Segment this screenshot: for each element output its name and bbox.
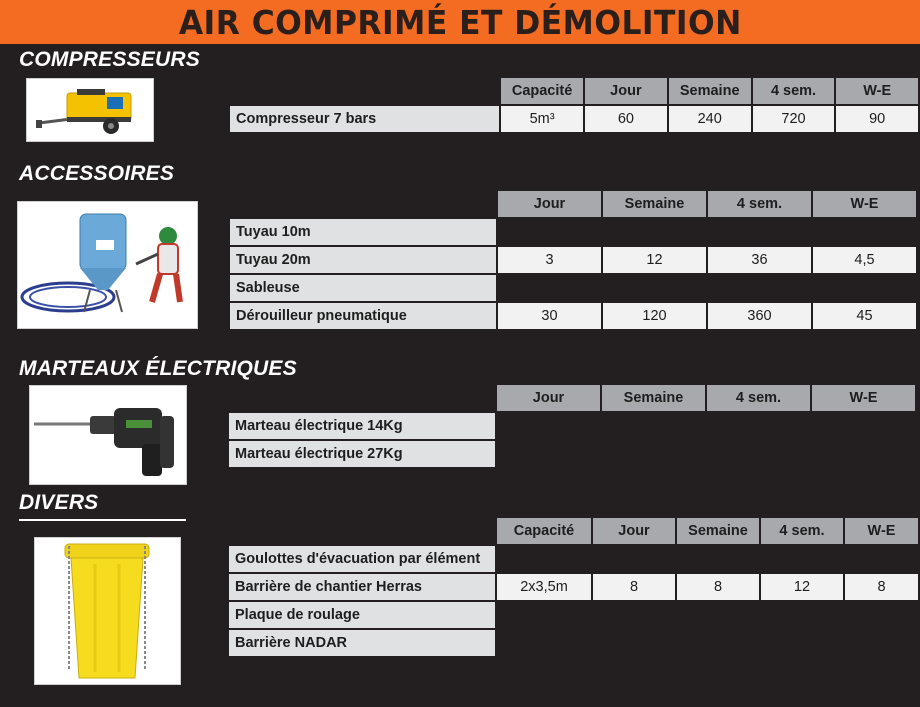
header-spacer — [230, 78, 499, 104]
column-header: W-E — [845, 518, 918, 544]
cell-value: 240 — [669, 106, 751, 132]
table-header-row — [230, 78, 918, 104]
cell-value: 4,5 — [813, 247, 916, 273]
cell-value: 12 — [761, 574, 843, 600]
header-spacer — [229, 385, 495, 411]
table-compresseurs — [228, 76, 920, 134]
table-row — [229, 546, 918, 572]
table-row — [230, 106, 918, 132]
section-title-accessoires: ACCESSOIRES — [19, 162, 175, 185]
cell-value: 360 — [708, 303, 811, 329]
row-label: Marteau électrique 27Kg — [229, 441, 495, 467]
row-label: Dérouilleur pneumatique — [230, 303, 496, 329]
row-label: Barrière de chantier Herras — [229, 574, 495, 600]
column-header: W-E — [812, 385, 915, 411]
sandblaster-image — [17, 201, 198, 329]
cell-value: 5m³ — [501, 106, 583, 132]
table-row — [230, 219, 916, 245]
header-spacer — [230, 191, 496, 217]
table-row — [229, 602, 918, 628]
row-label: Marteau électrique 14Kg — [229, 413, 495, 439]
column-header: Capacité — [501, 78, 583, 104]
row-label: Compresseur 7 bars — [230, 106, 499, 132]
row-label: Plaque de roulage — [229, 602, 495, 628]
column-header: 4 sem. — [708, 191, 811, 217]
column-header: Semaine — [669, 78, 751, 104]
cell-value: 12 — [603, 247, 706, 273]
cell-value: 8 — [677, 574, 759, 600]
table-header-row — [230, 191, 916, 217]
section-title-compresseurs: COMPRESSEURS — [19, 48, 200, 71]
row-label: Tuyau 10m — [230, 219, 496, 245]
compressor-image — [26, 78, 154, 142]
hammer-image — [29, 385, 187, 485]
section-underline — [19, 519, 186, 521]
column-header: Jour — [585, 78, 667, 104]
table-divers — [227, 516, 920, 658]
page-banner — [0, 0, 920, 44]
row-label: Sableuse — [230, 275, 496, 301]
cell-value: 2x3,5m — [497, 574, 591, 600]
table-row — [230, 303, 916, 329]
page-title: AIR COMPRIMÉ ET DÉMOLITION — [178, 2, 742, 42]
column-header: Semaine — [677, 518, 759, 544]
cell-value: 8 — [845, 574, 918, 600]
row-label: Tuyau 20m — [230, 247, 496, 273]
empty-cells — [497, 441, 915, 467]
column-header: Semaine — [602, 385, 705, 411]
column-header: Capacité — [497, 518, 591, 544]
table-row — [229, 413, 915, 439]
column-header: 4 sem. — [761, 518, 843, 544]
cell-value: 36 — [708, 247, 811, 273]
table-row — [229, 574, 918, 600]
empty-cells — [498, 275, 916, 301]
cell-value: 720 — [753, 106, 835, 132]
cell-value: 45 — [813, 303, 916, 329]
column-header: 4 sem. — [707, 385, 810, 411]
empty-cells — [497, 546, 918, 572]
column-header: Jour — [497, 385, 600, 411]
cell-value: 30 — [498, 303, 601, 329]
table-row — [229, 630, 918, 656]
section-title-marteaux: MARTEAUX ÉLECTRIQUES — [19, 357, 297, 380]
empty-cells — [497, 413, 915, 439]
table-header-row — [229, 518, 918, 544]
header-spacer — [229, 518, 495, 544]
table-accessoires — [228, 189, 918, 331]
empty-cells — [497, 602, 918, 628]
section-title-divers: DIVERS — [19, 491, 99, 514]
row-label: Goulottes d'évacuation par élément — [229, 546, 495, 572]
column-header: 4 sem. — [753, 78, 835, 104]
table-row — [230, 247, 916, 273]
chute-image — [34, 537, 181, 685]
cell-value: 60 — [585, 106, 667, 132]
row-label: Barrière NADAR — [229, 630, 495, 656]
column-header: Jour — [593, 518, 675, 544]
empty-cells — [497, 630, 918, 656]
column-header: W-E — [836, 78, 918, 104]
column-header: Jour — [498, 191, 601, 217]
column-header: W-E — [813, 191, 916, 217]
cell-value: 90 — [836, 106, 918, 132]
empty-cells — [498, 219, 916, 245]
cell-value: 3 — [498, 247, 601, 273]
table-marteaux — [227, 383, 917, 469]
cell-value: 8 — [593, 574, 675, 600]
table-header-row — [229, 385, 915, 411]
column-header: Semaine — [603, 191, 706, 217]
cell-value: 120 — [603, 303, 706, 329]
table-row — [230, 275, 916, 301]
table-row — [229, 441, 915, 467]
